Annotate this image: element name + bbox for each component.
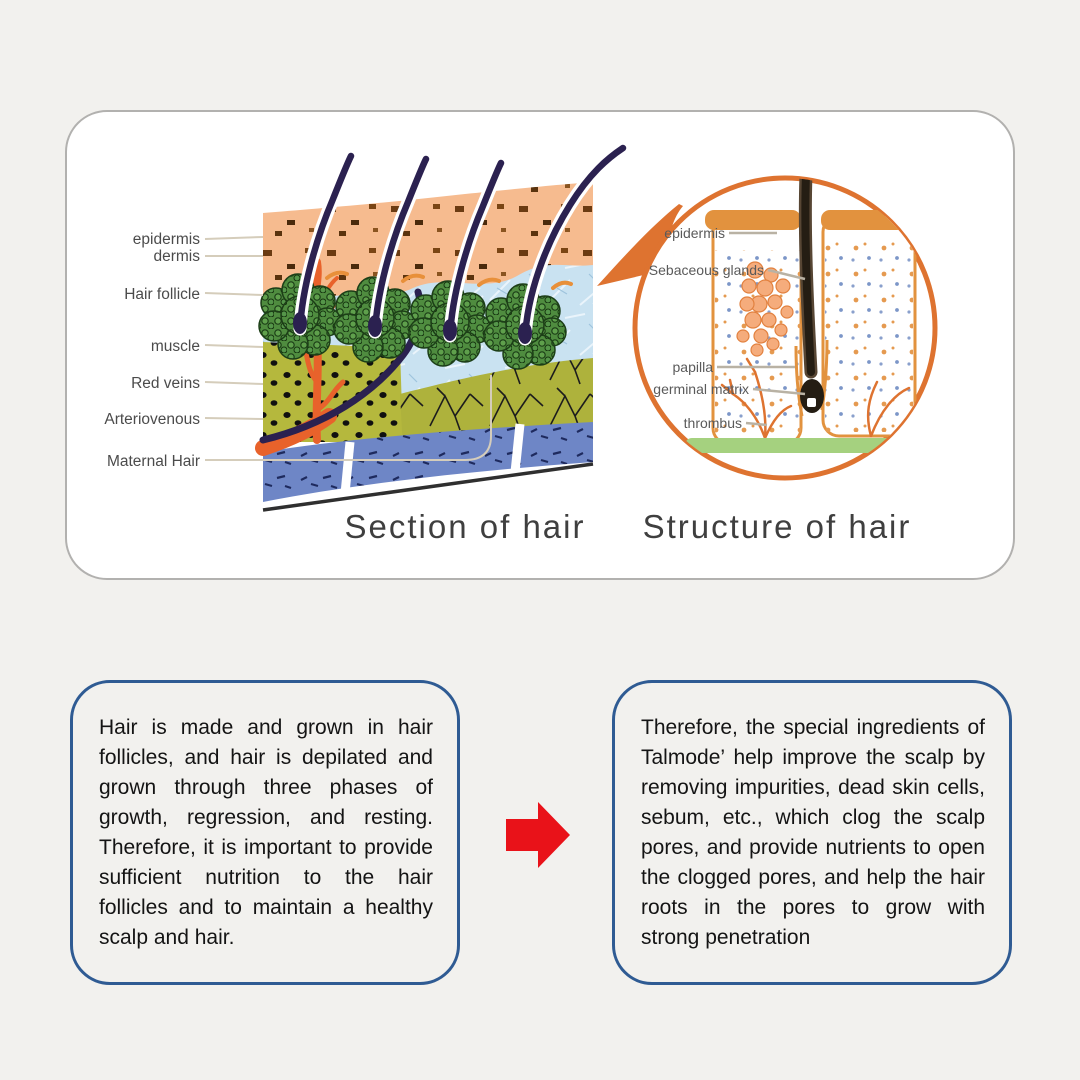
hair-diagram-card [65, 110, 1015, 580]
section-of-hair-caption: Section of hair [344, 508, 586, 545]
red-arrow-right-icon [506, 802, 570, 869]
label-thrombus: thrombus [683, 415, 742, 431]
label-papilla: papilla [672, 359, 713, 375]
label-epidermis: epidermis [132, 231, 200, 248]
section-of-hair-diagram [104, 148, 623, 510]
info-box-right [612, 680, 1012, 985]
label-sebaceous-glands: Sebaceous glands [648, 262, 764, 278]
label-dermis: dermis [153, 248, 200, 265]
label-muscle: muscle [150, 338, 200, 355]
label-epidermis-2: epidermis [664, 225, 725, 241]
structure-of-hair-diagram [597, 174, 935, 478]
info-box-left [70, 680, 460, 985]
structure-of-hair-caption: Structure of hair [642, 508, 912, 545]
papilla-shape [807, 398, 816, 407]
label-hair-follicle: Hair follicle [124, 286, 200, 303]
label-red-veins: Red veins [131, 375, 200, 392]
info-box-right-text: Therefore, the special ingredients of Talmode’ help improve the scalp by removing impurities, dead skin cells, sebum, etc., which clog the scalp pores, and provide nutrients to open the clogged pores, and help the hair roots in the pores to grow with strong penetration [641, 716, 985, 950]
hair-diagrams-illustration [65, 110, 1015, 580]
label-maternal-hair: Maternal Hair [106, 453, 200, 470]
label-arteriovenous: Arteriovenous [104, 411, 200, 428]
info-box-left-text: Hair is made and grown in hair follicles, and hair is depilated and grown through three phases of growth, regression, and resting. Therefore, it is important to provide sufficient nutrition to the hair follicles and to maintain a healthy scalp and hair. [99, 716, 433, 950]
label-germinal-matrix: germinal matrix [653, 381, 749, 397]
